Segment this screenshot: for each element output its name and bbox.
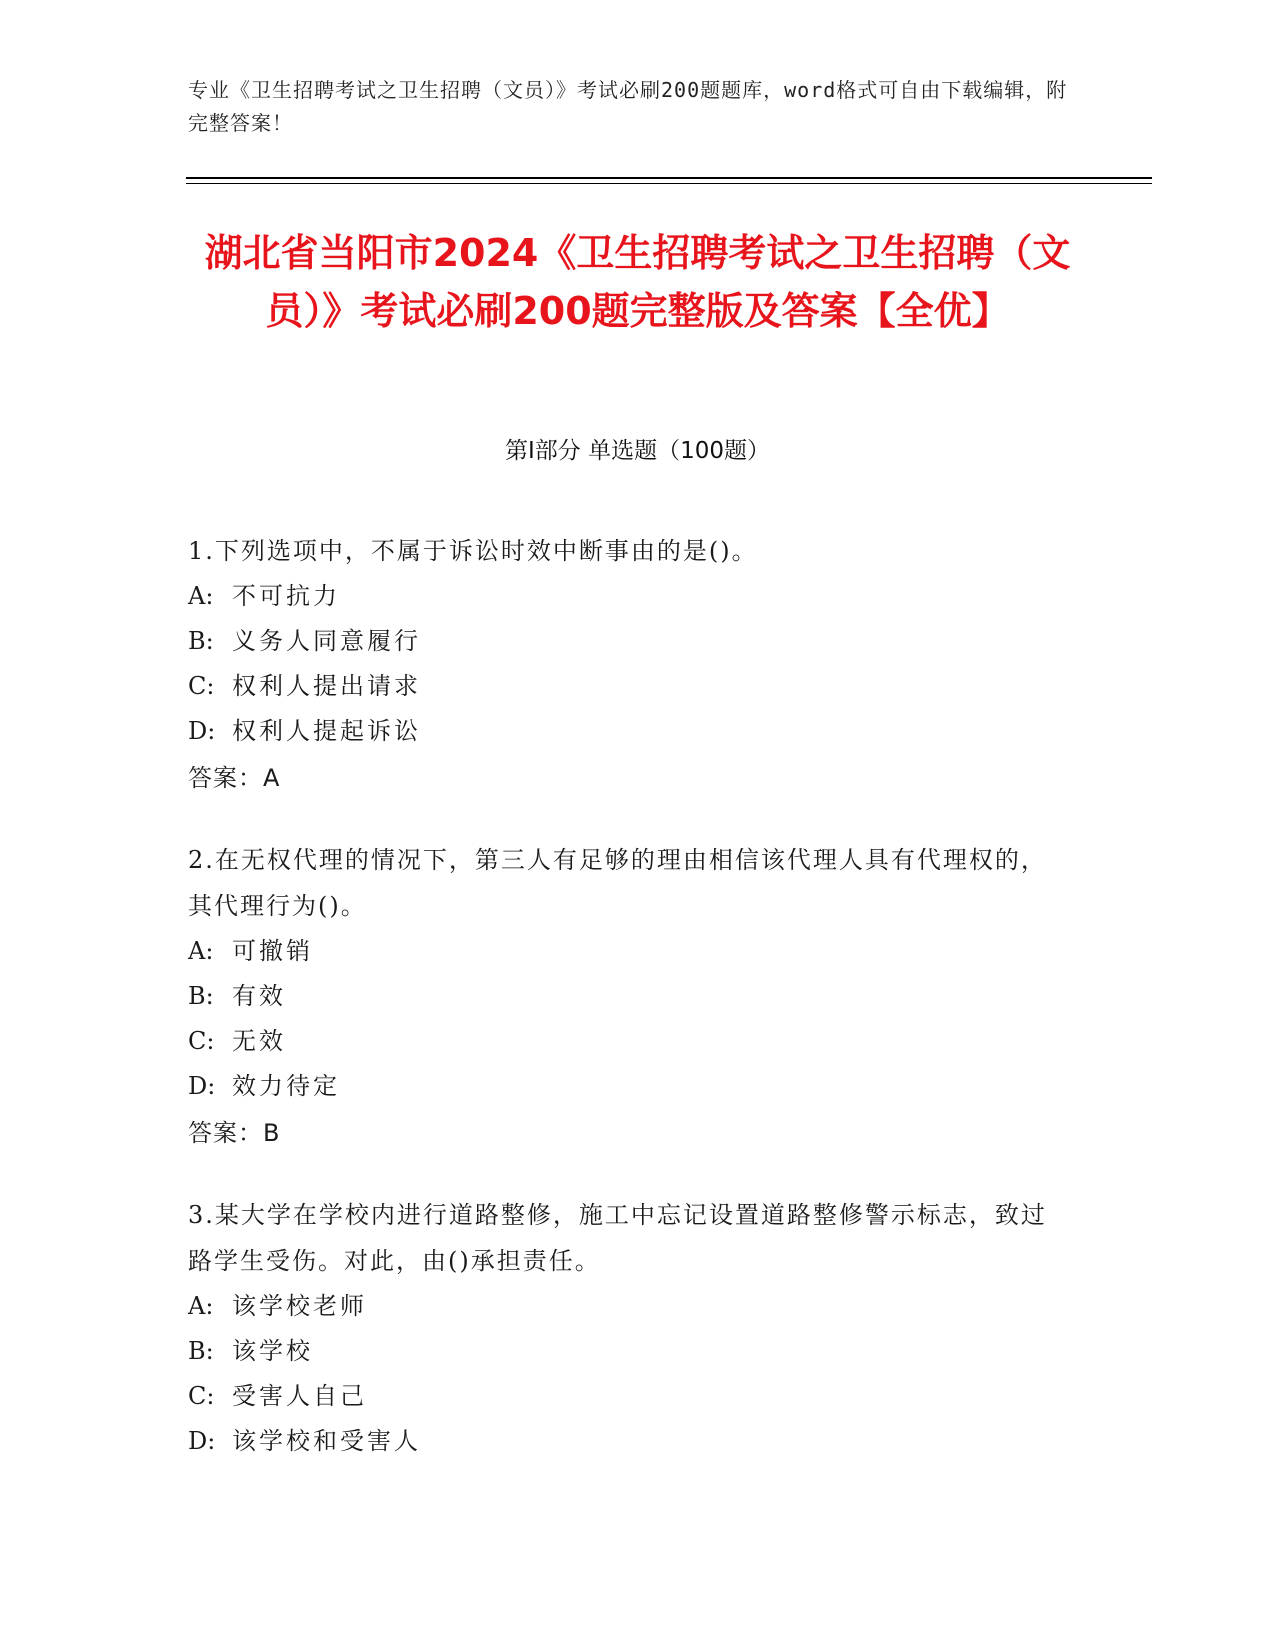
option-text: 权利人提出请求 bbox=[232, 672, 421, 700]
option-text: 该学校 bbox=[232, 1337, 313, 1365]
option-text: 该学校和受害人 bbox=[232, 1427, 421, 1455]
option-c bbox=[188, 1019, 1068, 1064]
option-letter: C: bbox=[188, 672, 215, 700]
option-letter: A: bbox=[188, 582, 214, 610]
option-text: 无效 bbox=[232, 1027, 286, 1055]
header-divider-thin bbox=[186, 183, 1152, 184]
question-stem: 1.下列选项中，不属于诉讼时效中断事由的是()。 bbox=[188, 537, 758, 565]
answer-line: 答案：B bbox=[188, 1119, 281, 1147]
answer-line: 答案：A bbox=[188, 764, 281, 792]
option-text: 权利人提起诉讼 bbox=[232, 717, 421, 745]
question-list bbox=[188, 528, 1068, 1499]
option-a bbox=[188, 1284, 1068, 1329]
header-note: 专业《卫生招聘考试之卫生招聘（文员）》考试必刷200题题库，word格式可自由下载编辑，附完整答案！ bbox=[188, 78, 1068, 135]
option-letter: B: bbox=[188, 1337, 214, 1365]
question-stem: 2.在无权代理的情况下，第三人有足够的理由相信该代理人具有代理权的，其代理行为()。 bbox=[188, 846, 1047, 920]
option-text: 效力待定 bbox=[232, 1072, 340, 1100]
option-text: 不可抗力 bbox=[232, 582, 340, 610]
section-title: 第I部分 单选题（100题） bbox=[505, 438, 770, 464]
option-text: 义务人同意履行 bbox=[232, 627, 421, 655]
option-a bbox=[188, 574, 1068, 619]
option-a bbox=[188, 929, 1068, 974]
option-letter: A: bbox=[188, 1292, 214, 1320]
question-stem: 3.某大学在学校内进行道路整修，施工中忘记设置道路整修警示标志，致过路学生受伤。对此，由()承担责任。 bbox=[188, 1201, 1047, 1275]
question-2 bbox=[188, 837, 1068, 1157]
document-title: 湖北省当阳市2024《卫生招聘考试之卫生招聘（文员）》考试必刷200题完整版及答案【全优】 bbox=[204, 231, 1071, 333]
option-text: 该学校老师 bbox=[232, 1292, 367, 1320]
question-1 bbox=[188, 528, 1068, 802]
option-d bbox=[188, 1064, 1068, 1109]
option-b bbox=[188, 1329, 1068, 1374]
option-letter: B: bbox=[188, 627, 214, 655]
option-c bbox=[188, 1374, 1068, 1419]
option-b bbox=[188, 974, 1068, 1019]
question-3 bbox=[188, 1192, 1068, 1464]
option-text: 受害人自己 bbox=[232, 1382, 367, 1410]
option-letter: C: bbox=[188, 1382, 215, 1410]
header-divider-thick bbox=[186, 177, 1152, 179]
option-letter: C: bbox=[188, 1027, 215, 1055]
option-letter: D: bbox=[188, 717, 216, 745]
option-letter: B: bbox=[188, 982, 214, 1010]
option-text: 可撤销 bbox=[232, 937, 313, 965]
option-d bbox=[188, 1419, 1068, 1464]
option-letter: D: bbox=[188, 1427, 216, 1455]
option-c bbox=[188, 664, 1068, 709]
option-letter: A: bbox=[188, 937, 214, 965]
option-d bbox=[188, 709, 1068, 754]
option-b bbox=[188, 619, 1068, 664]
option-letter: D: bbox=[188, 1072, 216, 1100]
option-text: 有效 bbox=[232, 982, 286, 1010]
